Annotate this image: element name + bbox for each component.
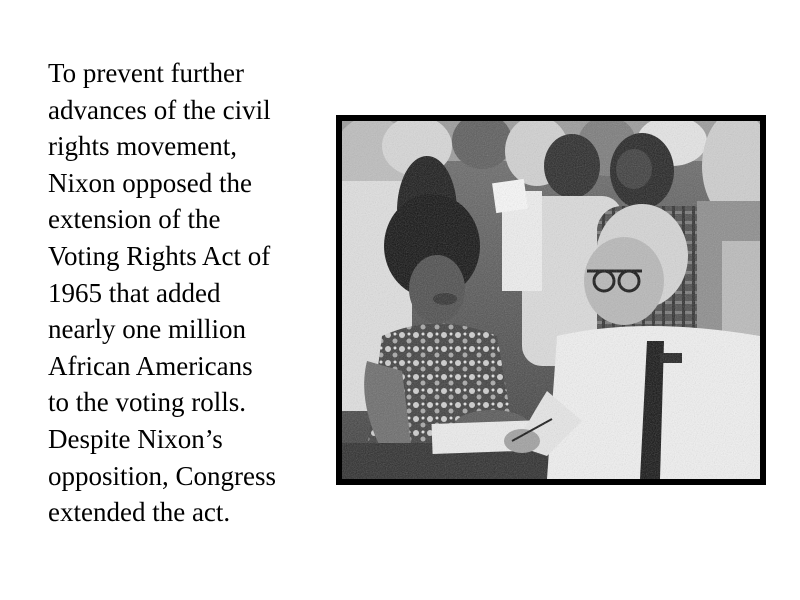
body-line: opposition, Congress <box>48 460 277 491</box>
body-line: advances of the civil <box>48 94 271 125</box>
photo-frame <box>336 115 766 485</box>
photo-illustration <box>342 121 760 479</box>
body-line: To prevent further <box>48 58 245 88</box>
body-line: rights movement, <box>48 131 237 162</box>
body-line: Despite Nixon’s <box>48 423 223 454</box>
body-line: Nixon opposed the <box>48 167 252 198</box>
body-line: nearly one million <box>48 314 246 345</box>
body-line: extension of the <box>48 204 221 235</box>
body-line: 1965 that added <box>48 277 221 308</box>
body-line: to the voting rolls. <box>48 387 246 418</box>
voter-registration-photo <box>342 121 760 479</box>
body-line: African Americans <box>48 350 253 381</box>
body-line: Voting Rights Act of <box>48 240 271 271</box>
body-line: extended the act. <box>48 497 231 528</box>
body-text <box>48 55 323 531</box>
